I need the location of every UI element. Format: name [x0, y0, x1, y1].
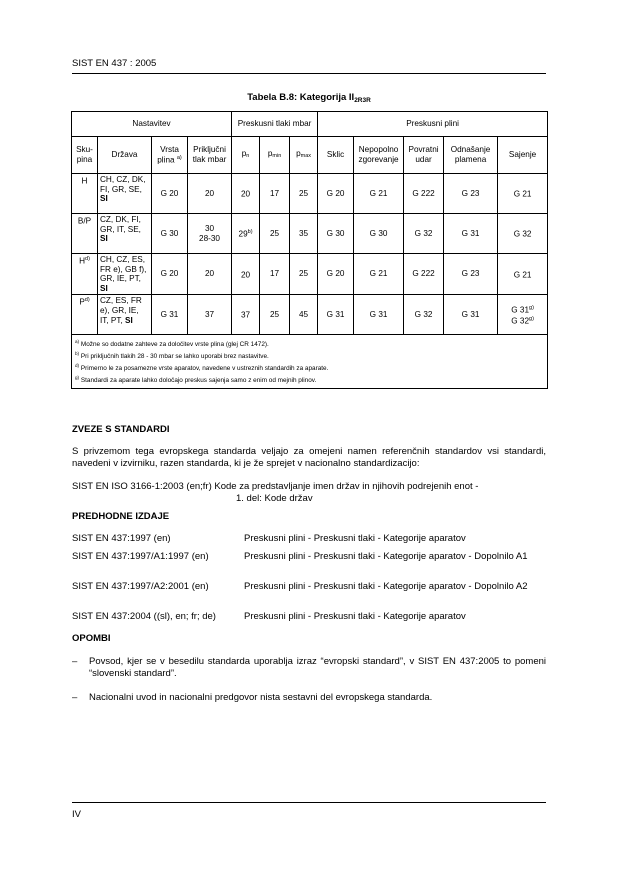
cell-incomplete-combustion: G 31 — [354, 295, 404, 335]
footnote — [75, 362, 544, 374]
col-header-backfire: Povratni udar — [404, 137, 444, 174]
cell-sooting-line1 — [500, 228, 545, 239]
table-row — [72, 254, 548, 295]
cell-sooting-value: G 32 — [513, 229, 532, 239]
heading-predhodne: PREDHODNE IZDAJE — [72, 511, 170, 522]
col-header-pn — [232, 137, 260, 174]
cell-backfire: G 32 — [404, 214, 444, 254]
cell-country-bold: SI — [125, 315, 133, 325]
prior-edition-standard: SIST EN 437:1997 (en) — [72, 533, 171, 544]
prior-edition-title: Preskusni plini - Preskusni tlaki - Kategorije aparatov - Dopolnilo A2 — [244, 581, 528, 592]
footnote-mark: b) — [75, 351, 80, 357]
cell-pn-note: b) — [247, 228, 253, 235]
col-header-pmax-sub: max — [300, 152, 312, 159]
cell-country — [98, 174, 152, 214]
cell-sooting-value: G 21 — [513, 189, 532, 199]
note-text: Povsod, kjer se v besedilu standarda uporablja izraz “evropski standard”, v SIST EN 437:2005 to pomeni “slovenski standard”. — [89, 656, 546, 679]
cell-pn-value: 20 — [240, 189, 251, 199]
group-header-test-pressures: Preskusni tlaki mbar — [232, 112, 318, 137]
caption-subscript: 2R3R — [354, 97, 371, 104]
cell-pmin: 25 — [260, 295, 290, 335]
cell-sooting-value2: G 32 — [511, 316, 530, 326]
col-header-pmin-sub: min — [272, 152, 282, 159]
footer-rule — [72, 802, 546, 803]
col-header-sooting: Sajenje — [498, 137, 548, 174]
cell-pressure — [188, 254, 232, 295]
cell-group-note: d) — [84, 297, 90, 304]
running-header: SIST EN 437 : 2005 — [72, 58, 157, 69]
cell-country-bold: SI — [100, 234, 108, 244]
cell-pmax: 25 — [290, 174, 318, 214]
cell-sooting — [498, 214, 548, 254]
cell-sooting-note2: g) — [529, 315, 534, 322]
cell-gas: G 20 — [152, 254, 188, 295]
page-number: IV — [72, 809, 81, 820]
cell-group-text: H — [81, 176, 88, 186]
cell-pressure — [188, 295, 232, 335]
cell-pressure-value: 20 — [204, 188, 215, 198]
cell-group — [72, 214, 98, 254]
prior-edition-title: Preskusni plini - Preskusni tlaki - Kategorije aparatov - Dopolnilo A1 — [244, 551, 528, 562]
cell-group-note: d) — [85, 256, 90, 262]
cell-group — [72, 254, 98, 295]
cell-country-text: CZ, ES, FR e), GR, IE, IT, PT, — [100, 296, 142, 325]
cell-pmin: 17 — [260, 174, 290, 214]
cell-pn — [232, 295, 260, 335]
cell-group-text: H — [79, 256, 86, 266]
cell-pn-value: 20 — [240, 270, 251, 280]
cell-group-text: B/P — [77, 216, 92, 226]
cell-pn — [232, 254, 260, 295]
footnote-mark: g) — [75, 374, 80, 380]
cell-sooting-value: G 31 — [511, 305, 530, 315]
cell-pressure-range: 28-30 — [199, 233, 220, 243]
col-header-country: Država — [98, 137, 152, 174]
cell-sooting-note: g) — [529, 304, 534, 311]
col-header-flame-lift: Odnašanje plamena — [444, 137, 498, 174]
col-header-incomplete-combustion: Nepopolno zgorevanje — [354, 137, 404, 174]
zveze-reference — [72, 481, 546, 504]
col-header-pn-p: p — [241, 148, 247, 158]
caption-text: Tabela B.8: Kategorija II — [247, 92, 355, 103]
cell-flame-lift: G 31 — [444, 295, 498, 335]
cell-pmin: 17 — [260, 254, 290, 295]
cell-backfire: G 222 — [404, 254, 444, 295]
table-caption — [72, 92, 546, 104]
cell-country-text: CH, CZ, DK, FI, GR, SE, — [100, 175, 146, 194]
col-header-pmax-p: p — [296, 148, 301, 158]
cell-pn — [232, 214, 260, 254]
cell-country-bold: SI — [100, 283, 108, 293]
cell-flame-lift: G 23 — [444, 254, 498, 295]
footnote-text: Standardi za aparate lahko določajo preskus sajenja samo z enim od mejnih plinov. — [80, 376, 317, 384]
cell-pressure-value: 37 — [204, 310, 215, 320]
zveze-reference-line2: 1. del: Kode držav — [236, 492, 313, 504]
cell-country-text: CH, CZ, ES, FR e), GB f), GR, IE, PT, — [100, 255, 147, 284]
col-header-group: Sku-pina — [72, 137, 98, 174]
zveze-reference-line1: SIST EN ISO 3166-1:2003 (en;fr) Kode za predstavljanje imen držav in njihovih podrejenih enot - — [72, 481, 479, 492]
col-header-pmin — [260, 137, 290, 174]
footnote — [75, 350, 544, 362]
cell-country — [98, 295, 152, 335]
cell-backfire: G 32 — [404, 295, 444, 335]
group-header-test-gases: Preskusni plini — [318, 112, 548, 137]
col-header-pn-sub: n — [246, 152, 250, 159]
prior-edition-title: Preskusni plini - Preskusni tlaki - Kategorije aparatov — [244, 611, 466, 622]
cell-reference: G 31 — [318, 295, 354, 335]
col-header-pmin-p: p — [267, 148, 273, 158]
cell-pressure-value: 30 — [204, 223, 215, 233]
prior-edition-title: Preskusni plini - Preskusni tlaki - Kategorije aparatov — [244, 533, 466, 544]
table-row — [72, 214, 548, 254]
cell-country — [98, 214, 152, 254]
cell-pressure — [188, 214, 232, 254]
cell-pmax: 35 — [290, 214, 318, 254]
cell-incomplete-combustion: G 21 — [354, 254, 404, 295]
group-header-setup: Nastavitev — [72, 112, 232, 137]
cell-pressure-value: 20 — [204, 269, 215, 279]
cell-pn-value: 37 — [240, 310, 251, 320]
cell-pn — [232, 174, 260, 214]
zveze-paragraph: S privzemom tega evropskega standarda veljajo za omejeni namen referenčnih standardov vsi standardi, navedeni v izvirniku, razen standarda, ki je že sprejet v nacionalno standardizacijo: — [72, 446, 546, 469]
cell-sooting — [498, 254, 548, 295]
cell-sooting-line1 — [500, 304, 545, 315]
footnote-text: Pri priključnih tlakih 28 - 30 mbar se lahko uporabi brez nastavitve. — [80, 353, 269, 361]
cell-flame-lift: G 23 — [444, 174, 498, 214]
cell-group — [72, 295, 98, 335]
footnote-mark: d) — [75, 362, 80, 368]
cell-group — [72, 174, 98, 214]
cell-gas: G 20 — [152, 174, 188, 214]
col-header-gas-label: Vrsta plina — [157, 144, 179, 165]
footnote-mark: a) — [75, 339, 80, 345]
cell-sooting-line2 — [500, 315, 545, 326]
footnote-text: Možne so dodatne zahteve za določitev vrste plina (glej CR 1472). — [80, 341, 269, 349]
note-dash: – — [72, 656, 78, 667]
prior-edition-standard: SIST EN 437:1997/A2:2001 (en) — [72, 581, 209, 592]
cell-reference: G 30 — [318, 214, 354, 254]
col-header-reference: Sklic — [318, 137, 354, 174]
col-header-pressure: Priključni tlak mbar — [188, 137, 232, 174]
prior-edition-standard: SIST EN 437:2004 ((sl), en; fr; de) — [72, 611, 216, 622]
table-footnotes — [72, 335, 548, 389]
cell-backfire: G 222 — [404, 174, 444, 214]
cell-pmin: 25 — [260, 214, 290, 254]
cell-country — [98, 254, 152, 295]
cell-pmax: 25 — [290, 254, 318, 295]
category-table — [71, 111, 548, 389]
cell-sooting-value: G 21 — [513, 270, 532, 280]
cell-sooting — [498, 295, 548, 335]
header-rule — [72, 73, 546, 74]
cell-pn-value: 29 — [238, 229, 248, 239]
col-header-gas-note: a) — [176, 155, 182, 162]
cell-country-bold: SI — [100, 194, 108, 204]
col-header-pmax — [290, 137, 318, 174]
cell-reference: G 20 — [318, 254, 354, 295]
footnote — [75, 374, 544, 386]
cell-sooting — [498, 174, 548, 214]
footnote-text: Primerno le za posamezne vrste aparatov, navedene v ustreznih standardih za aparate. — [80, 364, 329, 372]
cell-incomplete-combustion: G 21 — [354, 174, 404, 214]
cell-group-text: P — [79, 298, 85, 308]
cell-reference: G 20 — [318, 174, 354, 214]
cell-sooting-line1 — [500, 188, 545, 199]
heading-opombi: OPOMBI — [72, 633, 111, 644]
table-row — [72, 295, 548, 335]
col-header-gas — [152, 137, 188, 174]
footnote — [75, 338, 544, 350]
heading-zveze: ZVEZE S STANDARDI — [72, 424, 170, 435]
cell-flame-lift: G 31 — [444, 214, 498, 254]
note-dash: – — [72, 692, 78, 703]
cell-gas: G 30 — [152, 214, 188, 254]
cell-sooting-line1 — [500, 269, 545, 280]
cell-incomplete-combustion: G 30 — [354, 214, 404, 254]
prior-edition-standard: SIST EN 437:1997/A1:1997 (en) — [72, 551, 209, 562]
table-row — [72, 174, 548, 214]
cell-country-text: CZ, DK, FI, GR, IT, SE, — [100, 215, 141, 234]
cell-gas: G 31 — [152, 295, 188, 335]
cell-pmax: 45 — [290, 295, 318, 335]
cell-pressure — [188, 174, 232, 214]
note-text: Nacionalni uvod in nacionalni predgovor nista sestavni del evropskega standarda. — [89, 692, 433, 703]
